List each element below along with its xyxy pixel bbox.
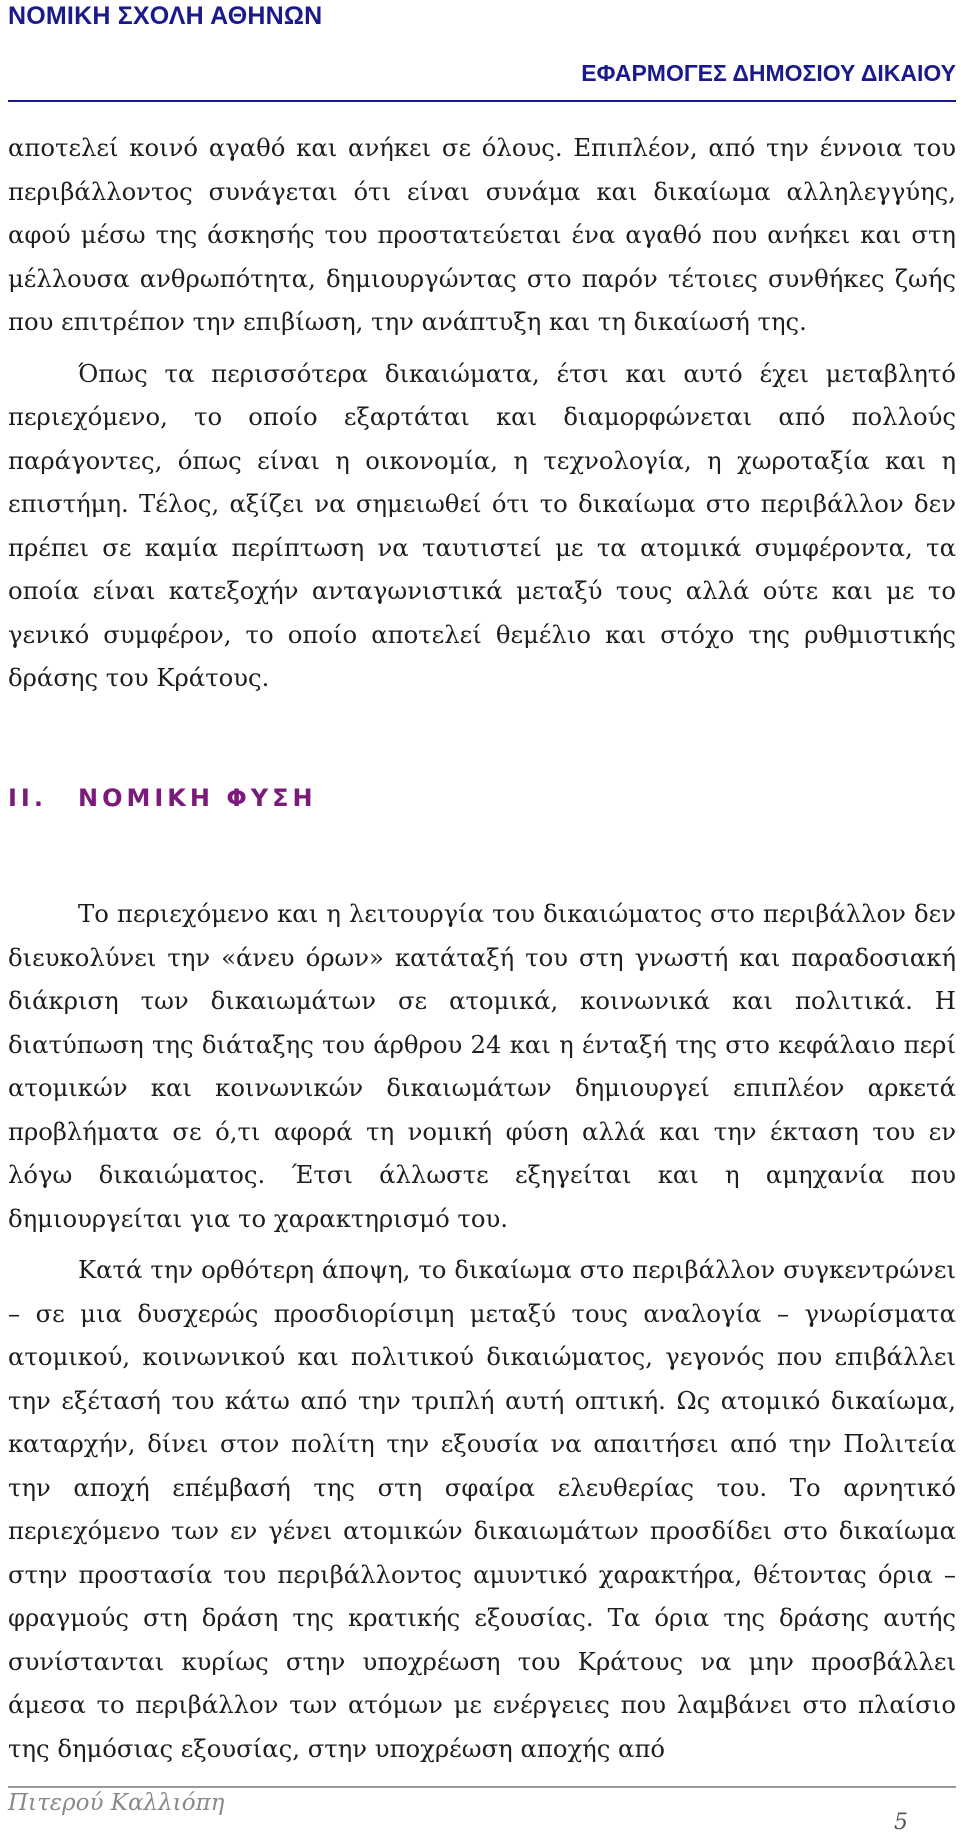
header-school-title: ΝΟΜΙΚΗ ΣΧΟΛΗ ΑΘΗΝΩΝ [8,2,323,30]
body-text-top [8,126,956,700]
paragraph-continued: αποτελεί κοινό αγαθό και ανήκει σε όλους. Επιπλέον, από την έννοια του περιβάλλοντος συνάγεται ότι είναι συνάμα και δικαίωμα αλληλεγγύης, αφού μέσω της άσκησής του προστατεύεται ένα αγαθό που ανήκει και στη μέλλουσα ανθρωπότητα, δημιουργώντας στο παρόν τέτοιες συνθήκες ζωής που επιτρέπον την επιβίωση, την ανάπτυξη και τη δικαίωσή της. [8,133,956,336]
header-course-title: ΕΦΑΡΜΟΓΕΣ ΔΗΜΟΣΙΟΥ ΔΙΚΑΙΟΥ [581,60,956,86]
paragraph: Κατά την ορθότερη άποψη, το δικαίωμα στο περιβάλλον συγκεντρώνει – σε μια δυσχερώς προσδιορίσιμη μεταξύ τους αναλογία – γνωρίσματα ατομικού, κοινωνικού και πολιτικού δικαιώματος, γεγονός που επιβάλλει την εξέτασή του κάτω από την τριπλή αυτή οπτική. Ως ατομικό δικαίωμα, καταρχήν, δίνει στον πολίτη την εξουσία να απαιτήσει από την Πολιτεία την αποχή επέμβασή της στη σφαίρα ελευθερίας του. Το αρνητικό περιεχόμενο των εν γένει ατομικών δικαιωμάτων προσδίδει στο δικαίωμα στην προστασία του περιβάλλοντος αμυντικό χαρακτήρα, θέτοντας όρια – φραγμούς στη δράση της κρατικής εξουσίας. Τα όρια της δράσης αυτής συνίστανται κυρίως στην υποχρέωση του Κράτους να μην προσβάλλει άμεσα το περιβάλλον των ατόμων με ενέργειες που λαμβάνει στο πλαίσιο της δημόσιας εξουσίας, στην υποχρέωση αποχής από [8,1255,956,1763]
section-number: II. [8,784,47,812]
footer-author: Πιτερού Καλλιόπη [8,1790,225,1816]
body-text-section [8,892,956,1770]
header-divider [8,100,956,102]
page-number: 5 [894,1810,908,1835]
paragraph: Το περιεχόμενο και η λειτουργία του δικαιώματος στο περιβάλλον δεν διευκολύνει την «άνευ όρων» κατάταξή του στη γνωστή και παραδοσιακή διάκριση των δικαιωμάτων σε ατομικά, κοινωνικά και πολιτικά. Η διατύπωση της διάταξης του άρθρου 24 και η ένταξή της στο κεφάλαιο περί ατομικών και κοινωνικών δικαιωμάτων δημιουργεί επιπλέον αρκετά προβλήματα σε ό,τι αφορά τη νομική φύση αλλά και την έκταση του εν λόγω δικαιώματος. Έτσι άλλωστε εξηγείται και η αμηχανία που δημιουργείται για το χαρακτηρισμό του. [8,899,956,1233]
footer-divider [8,1786,956,1788]
section-heading [8,784,317,812]
paragraph: Όπως τα περισσότερα δικαιώματα, έτσι και αυτό έχει μεταβλητό περιεχόμενο, το οποίο εξαρτάται και διαμορφώνεται από πολλούς παράγοντες, όπως είναι η οικονομία, η τεχνολογία, η χωροταξία και η επιστήμη. Τέλος, αξίζει να σημειωθεί ότι το δικαίωμα στο περιβάλλον δεν πρέπει σε καμία περίπτωση να ταυτιστεί με τα ατομικά συμφέροντα, τα οποία είναι κατεξοχήν ανταγωνιστικά μεταξύ τους αλλά ούτε και με το γενικό συμφέρον, το οποίο αποτελεί θεμέλιο και στόχο της ρυθμιστικής δράσης του Κράτους. [8,358,956,692]
section-title: ΝΟΜΙΚΗ ΦΥΣΗ [78,784,317,812]
